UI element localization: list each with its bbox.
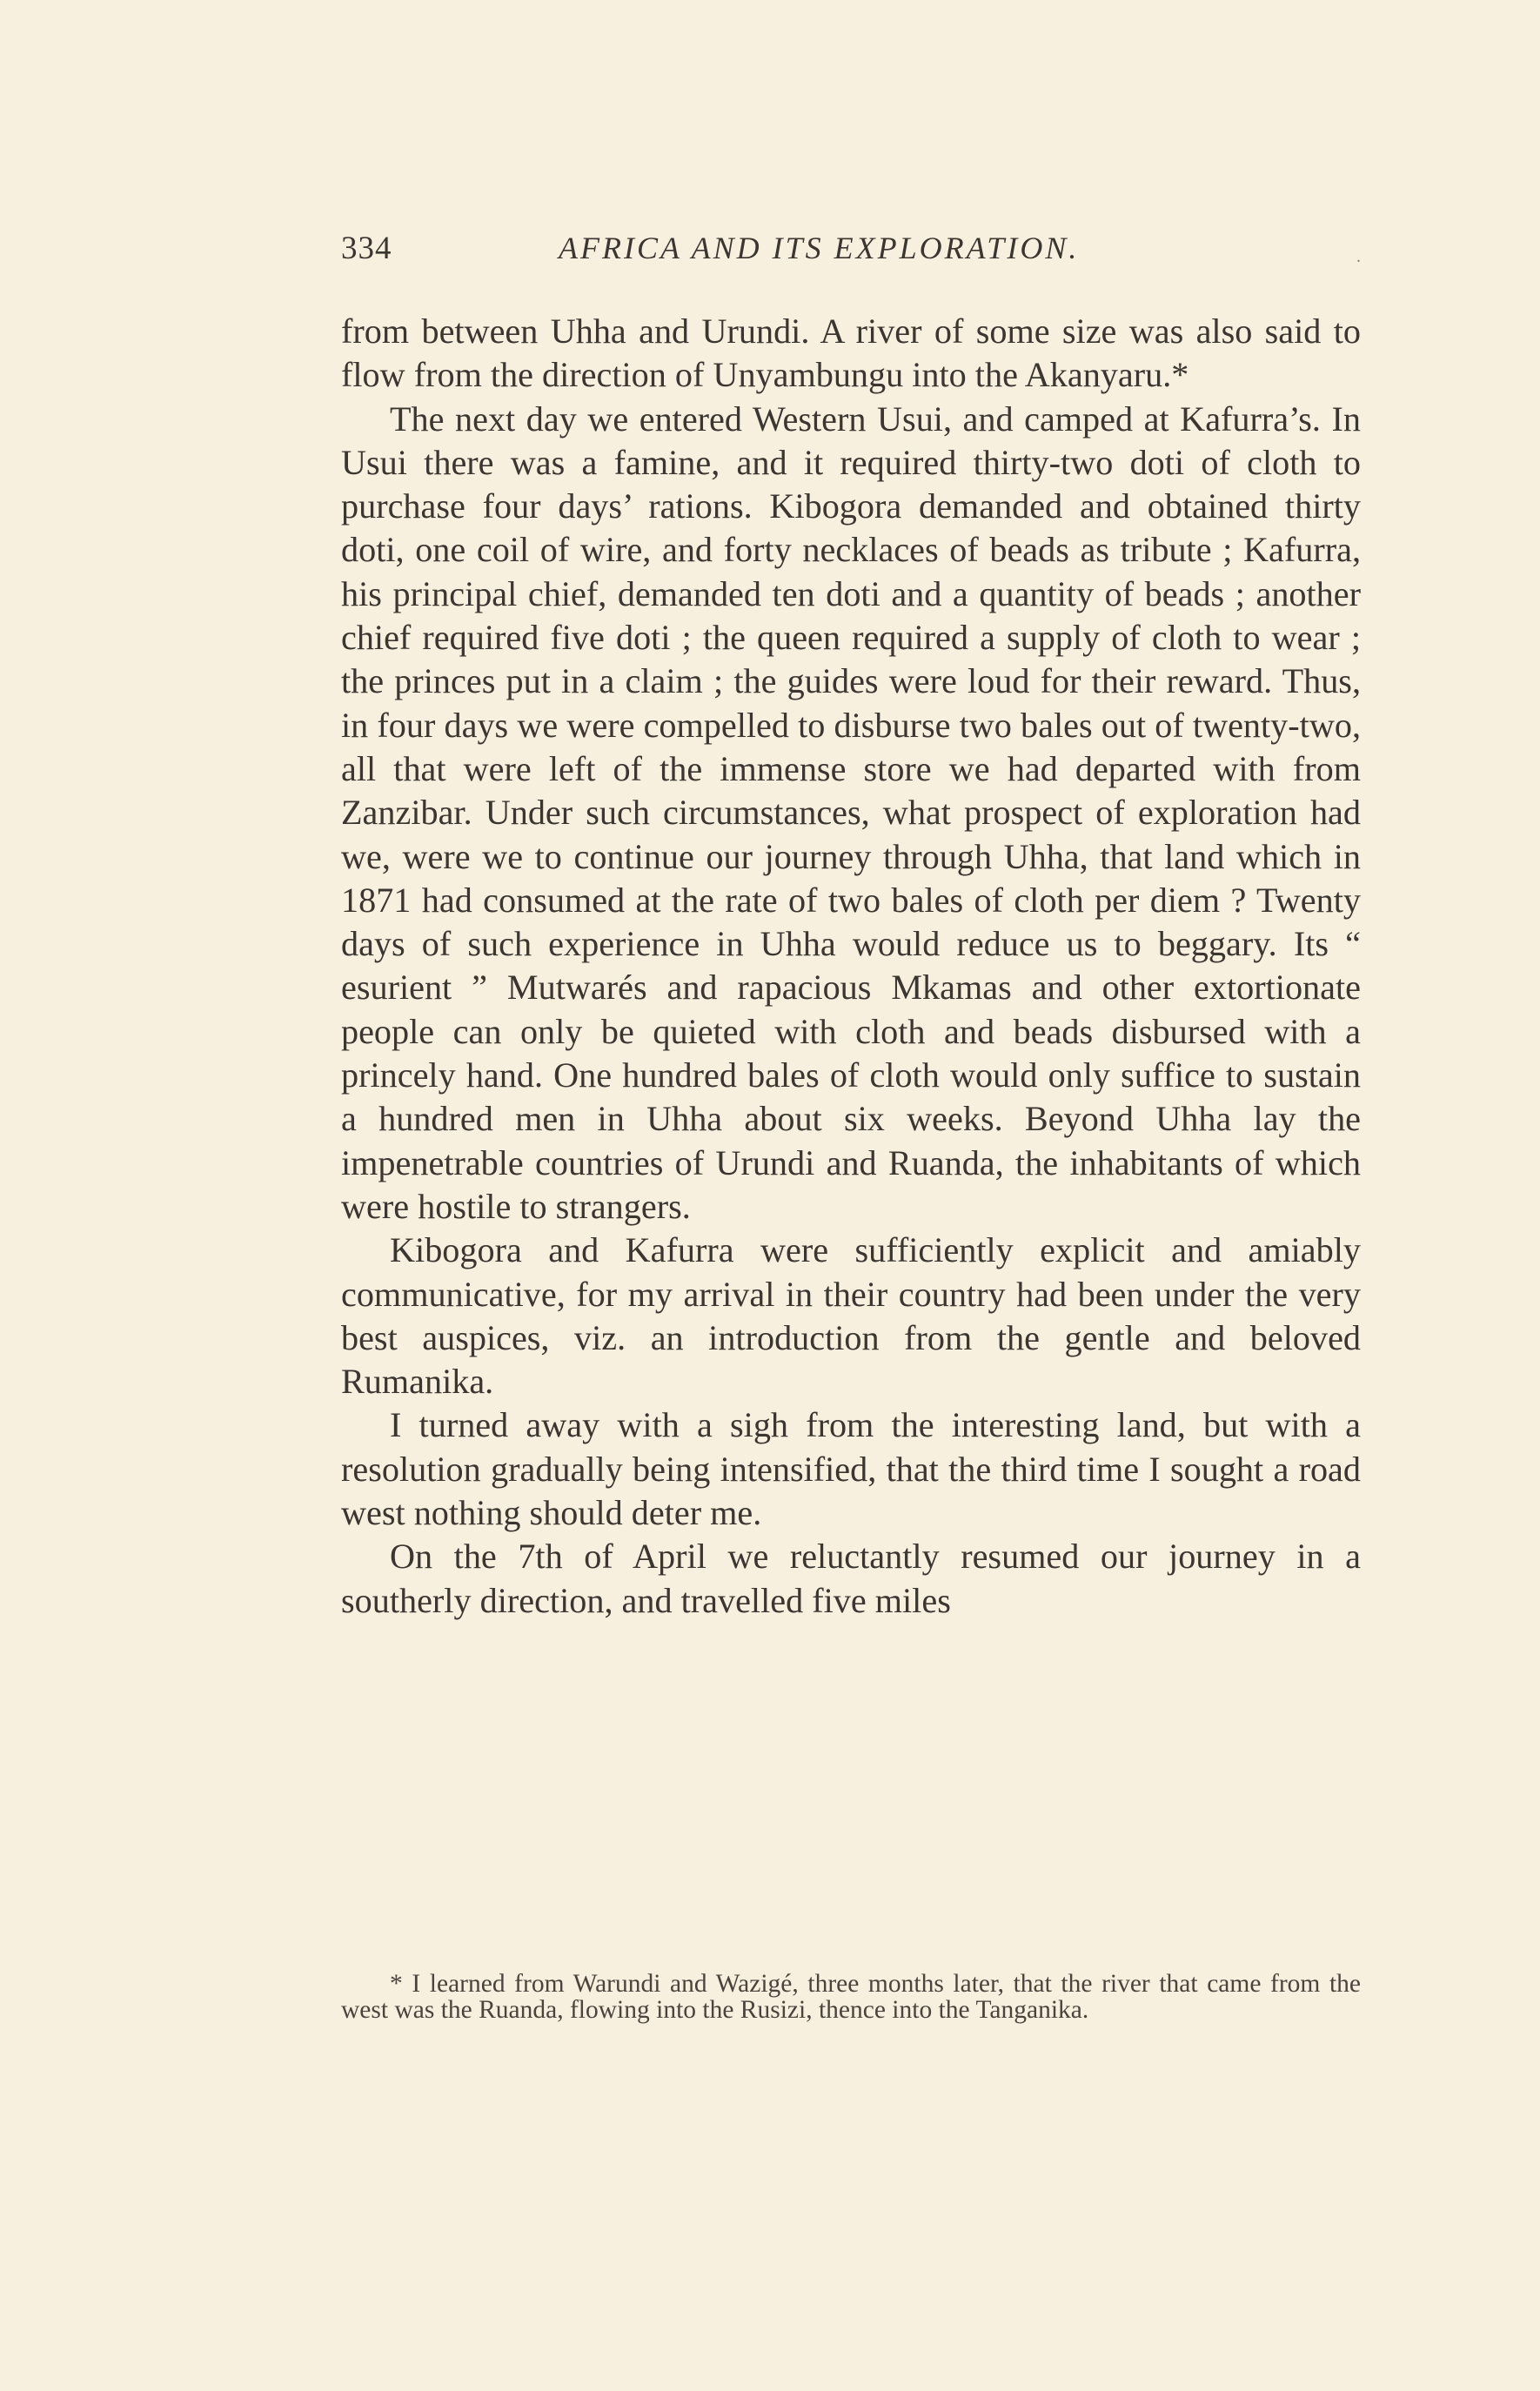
paragraph-april: On the 7th of April we reluctantly resumed our journey in a southerly direction, and travelled five miles: [341, 1537, 1361, 1620]
paragraph-resolution: I turned away with a sigh from the interesting land, but with a resolution gradually being intensified, that the third time I sought a road west nothing should deter me.: [341, 1405, 1361, 1533]
page-number: 334: [341, 231, 392, 266]
running-head: AFRICA AND ITS EXPLORATION.: [559, 231, 1080, 265]
paragraph-continuation: from between Uhha and Urundi. A river of some size was also said to flow from the direction of Unyambungu into the Akanyaru.*: [341, 311, 1361, 395]
footnote: * I learned from Warundi and Wazigé, three months later, that the river that came from the west was the Ruanda, flowing into the Rusizi, thence into the Tanganika.: [341, 1970, 1361, 2024]
paragraph-usui: The next day we entered Western Usui, and camped at Kafurra’s. In Usui there was a famine, and it required thirty-two doti of cloth to purchase four days’ rations. Kibogora demanded and obtained thirty doti, one coil of wire, and forty necklaces of beads as tribute ; Kafurra, his principal chief, demanded ten doti and a quantity of beads ; another chief required five doti ; the queen required a supply of cloth to wear ; the princes put in a claim ; the guides were loud for their reward. Thus, in four days we were compelled to disburse two bales out of twenty-two, all that were left of the immense store we had departed with from Zanzibar. Under such circumstances, what prospect of exploration had we, were we to continue our journey through Uhha, that land which in 1871 had consumed at the rate of two bales of cloth per diem ? Twenty days of such experience in Uhha would reduce us to beggary. Its “ esurient ” Mutwarés and rapacious Mkamas and other extortionate people can only be quieted with cloth and beads disbursed with a princely hand. One hundred bales of cloth would only suffice to sustain a hundred men in Uhha about six weeks. Beyond Uhha lay the impenetrable countries of Urundi and Ruanda, the inhabitants of which were hostile to strangers.: [341, 398, 1361, 1226]
main-text: [341, 310, 1361, 1946]
paragraph-kibogora: Kibogora and Kafurra were sufficiently explicit and amiably communicative, for my arrival in their country had been under the very best auspices, viz. an introduction from the gentle and beloved Rumanika.: [341, 1230, 1361, 1402]
header-mark: .: [1356, 247, 1361, 266]
page-header: [341, 230, 1361, 282]
